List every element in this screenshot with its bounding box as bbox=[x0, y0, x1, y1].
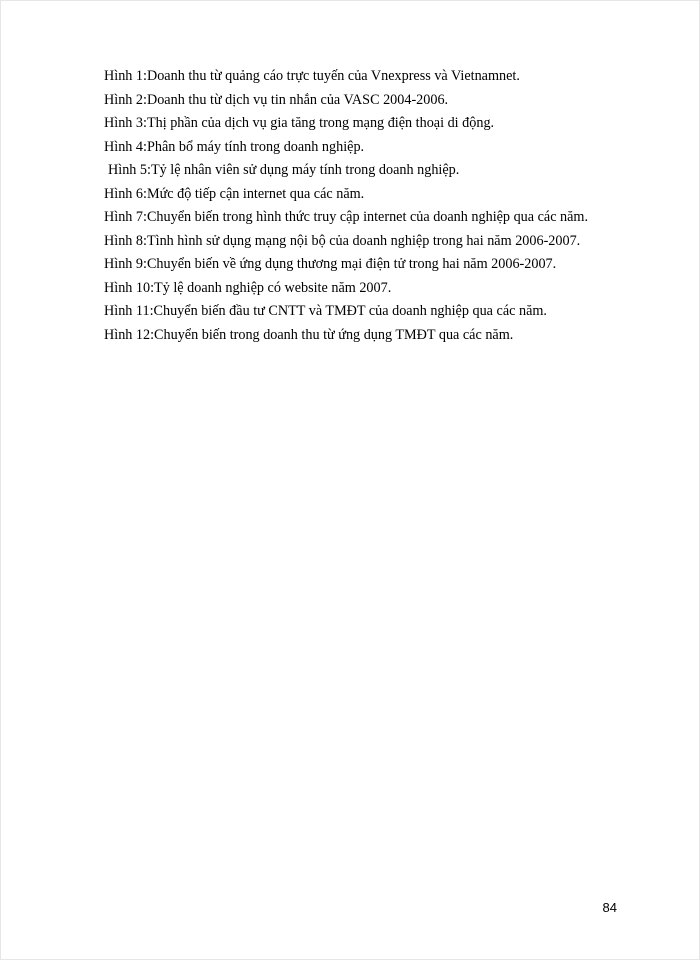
page-number: 84 bbox=[602, 900, 617, 915]
figure-item-7: Hình 7:Chuyển biến trong hình thức truy cập internet của doanh nghiệp qua các năm. bbox=[104, 209, 589, 225]
figure-item-1: Hình 1:Doanh thu từ quảng cáo trực tuyến của Vnexpress và Vietnamnet. bbox=[104, 68, 520, 84]
figure-item-6: Hình 6:Mức độ tiếp cận internet qua các năm. bbox=[104, 185, 365, 202]
figure-item-9: Hình 9:Chuyển biến về ứng dụng thương mại điện tử trong hai năm 2006-2007. bbox=[104, 256, 557, 272]
figure-item-5: Hình 5:Tỷ lệ nhân viên sử dụng máy tính trong doanh nghiệp. bbox=[108, 162, 460, 178]
figure-item-3: Hình 3:Thị phần của dịch vụ gia tăng trong mạng điện thoại di động. bbox=[104, 115, 495, 131]
figure-item-11: Hình 11:Chuyển biến đầu tư CNTT và TMĐT của doanh nghiệp qua các năm. bbox=[104, 303, 547, 319]
figure-item-8: Hình 8:Tình hình sử dụng mạng nội bộ của doanh nghiệp trong hai năm 2006-2007. bbox=[104, 232, 581, 249]
figure-item-12: Hình 12:Chuyển biến trong doanh thu từ ứng dụng TMĐT qua các năm. bbox=[104, 326, 514, 343]
figure-list bbox=[104, 65, 620, 347]
figure-item-10: Hình 10:Tỷ lệ doanh nghiệp có website năm 2007. bbox=[104, 279, 392, 296]
figure-item-4: Hình 4:Phân bổ máy tính trong doanh nghiệp. bbox=[104, 138, 365, 155]
figure-item-2: Hình 2:Doanh thu từ dịch vụ tin nhắn của VASC 2004-2006. bbox=[104, 91, 449, 108]
